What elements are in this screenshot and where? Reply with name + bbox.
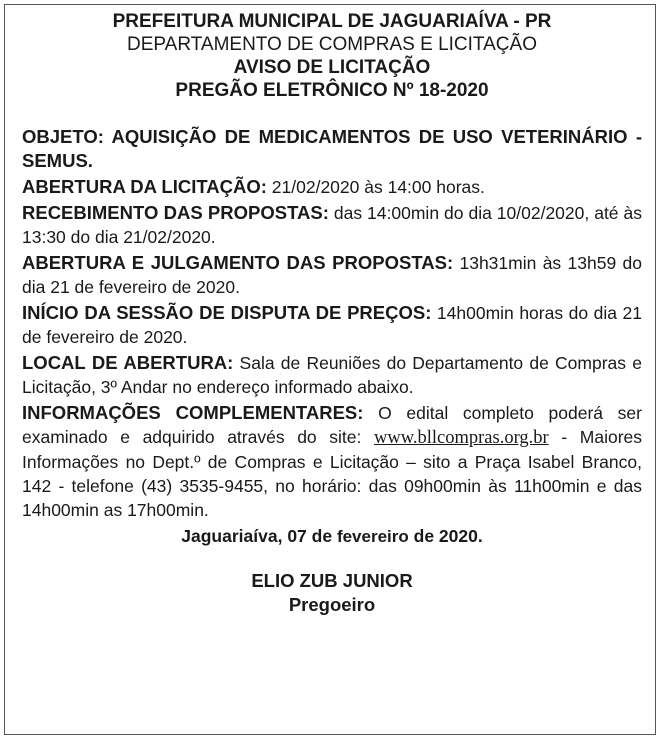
date-line — [22, 524, 642, 549]
informacoes-text-before: O edital completo poderá ser examinado e adquirido através do site: — [22, 403, 642, 447]
abertura-paragraph — [22, 175, 642, 199]
local-label: LOCAL DE ABERTURA: — [22, 352, 234, 373]
disputa-paragraph — [22, 301, 642, 349]
header-department: DEPARTAMENTO DE COMPRAS E LICITAÇÃO — [127, 34, 537, 55]
recebimento-paragraph — [22, 201, 642, 249]
website-link[interactable]: www.bllcompras.org.br — [374, 428, 549, 448]
informacoes-text-after: - Maiores Informações no Dept.º de Compras e Licitação – sito a Praça Isabel Branco, 142 - telefone (43) 3535-9455, no horário: das 09h00min às 11h00min e das 14h00min as 17h00min. — [22, 427, 643, 520]
signature-block — [22, 569, 642, 617]
notice-header — [22, 10, 642, 102]
spacer — [22, 102, 642, 125]
informacoes-label: INFORMAÇÕES COMPLEMENTARES: — [22, 402, 364, 423]
header-notice-type: AVISO DE LICITAÇÃO — [233, 57, 431, 78]
abertura-label: ABERTURA DA LICITAÇÃO: — [22, 176, 267, 197]
informacoes-paragraph — [22, 401, 642, 522]
signature-name: ELIO ZUB JUNIOR — [251, 570, 413, 591]
julgamento-paragraph — [22, 251, 642, 299]
disputa-text: 14h00min horas do dia 21 de fevereiro de 2020. — [22, 303, 642, 347]
objeto-label: OBJETO: AQUISIÇÃO DE MEDICAMENTOS DE USO VETERINÁRIO - SEMUS. — [22, 126, 642, 171]
header-municipality: PREFEITURA MUNICIPAL DE JAGUARIAÍVA - PR — [112, 11, 552, 32]
objeto-paragraph — [22, 125, 642, 173]
disputa-label: INÍCIO DA SESSÃO DE DISPUTA DE PREÇOS: — [22, 302, 432, 323]
date-year: de 2020. — [408, 526, 483, 546]
header-auction-number: PREGÃO ELETRÔNICO Nº 18-2020 — [175, 80, 489, 101]
date-place: Jaguariaíva, 07 de — [181, 526, 337, 546]
abertura-text: 21/02/2020 às 14:00 horas. — [266, 177, 485, 197]
local-paragraph — [22, 351, 642, 399]
notice-content — [22, 10, 642, 617]
recebimento-label: RECEBIMENTO DAS PROPOSTAS: — [22, 202, 329, 223]
local-text: Sala de Reuniões do Departamento de Compras e Licitação, 3º Andar no endereço informado abaixo. — [22, 353, 642, 397]
date-month: fevereiro — [336, 527, 409, 546]
recebimento-text: das 14:00min do dia 10/02/2020, até às 13:30 do dia 21/02/2020. — [22, 203, 642, 247]
julgamento-text: 13h31min às 13h59 do dia 21 de fevereiro de 2020. — [22, 253, 643, 297]
julgamento-label: ABERTURA E JULGAMENTO DAS PROPOSTAS: — [22, 252, 454, 273]
signature-role: Pregoeiro — [288, 594, 376, 615]
